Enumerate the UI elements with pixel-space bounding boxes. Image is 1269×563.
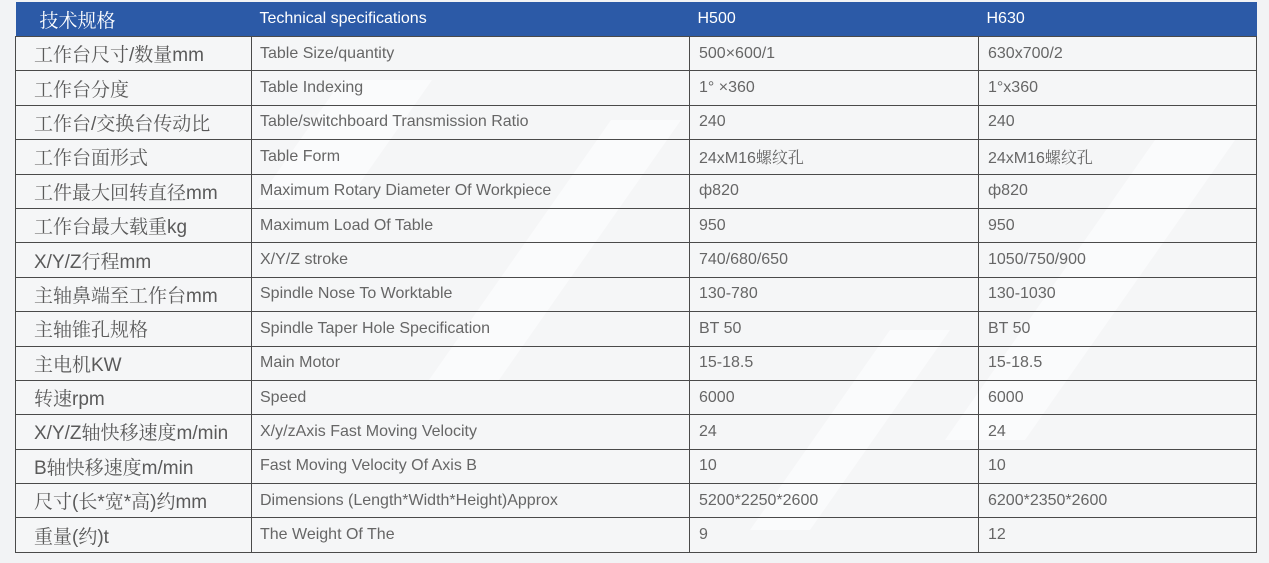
table-row	[16, 415, 1257, 449]
spec-table-body	[16, 37, 1257, 553]
spec-name-en: Fast Moving Velocity Of Axis B	[252, 449, 690, 483]
spec-name-en: Table Size/quantity	[252, 37, 690, 71]
table-row	[16, 518, 1257, 552]
spec-name-en: The Weight Of The	[252, 518, 690, 552]
spec-name-zh: 重量(约)t	[16, 518, 252, 552]
table-row	[16, 243, 1257, 277]
value-h500: ф820	[690, 174, 979, 208]
value-h500: 740/680/650	[690, 243, 979, 277]
spec-name-zh: 主轴鼻端至工作台mm	[16, 277, 252, 311]
table-row	[16, 37, 1257, 71]
value-h630: 1°x360	[979, 71, 1257, 105]
spec-name-zh: 主轴锥孔规格	[16, 312, 252, 346]
table-row	[16, 484, 1257, 518]
value-h500: 5200*2250*2600	[690, 484, 979, 518]
value-h500: 240	[690, 105, 979, 139]
spec-name-zh: 工作台/交换台传动比	[16, 105, 252, 139]
spec-name-zh: 工作台最大载重kg	[16, 208, 252, 242]
table-row	[16, 346, 1257, 380]
value-h500: 6000	[690, 380, 979, 414]
table-row	[16, 277, 1257, 311]
spec-name-zh: 转速rpm	[16, 380, 252, 414]
table-row	[16, 71, 1257, 105]
header-zh: 技术规格	[16, 2, 252, 37]
spec-name-zh: 工件最大回转直径mm	[16, 174, 252, 208]
spec-name-en: Table/switchboard Transmission Ratio	[252, 105, 690, 139]
spec-name-zh: 尺寸(长*宽*高)约mm	[16, 484, 252, 518]
spec-name-zh: 主电机KW	[16, 346, 252, 380]
header-en: Technical specifications	[252, 2, 690, 37]
spec-name-en: Spindle Nose To Worktable	[252, 277, 690, 311]
table-row	[16, 449, 1257, 483]
value-h500: 1° ×360	[690, 71, 979, 105]
table-row	[16, 174, 1257, 208]
spec-table	[15, 2, 1257, 553]
table-row	[16, 105, 1257, 139]
value-h500: 10	[690, 449, 979, 483]
spec-name-en: X/Y/Z stroke	[252, 243, 690, 277]
value-h500: 950	[690, 208, 979, 242]
value-h500: 130-780	[690, 277, 979, 311]
spec-name-zh: X/Y/Z行程mm	[16, 243, 252, 277]
header-model-h500: H500	[690, 2, 979, 37]
value-h630: 10	[979, 449, 1257, 483]
table-row	[16, 140, 1257, 174]
value-h500: 500×600/1	[690, 37, 979, 71]
value-h630: 6000	[979, 380, 1257, 414]
header-model-h630: H630	[979, 2, 1257, 37]
spec-name-en: X/y/zAxis Fast Moving Velocity	[252, 415, 690, 449]
value-h630: 630x700/2	[979, 37, 1257, 71]
spec-name-en: Speed	[252, 380, 690, 414]
value-h630: ф820	[979, 174, 1257, 208]
header-row	[16, 2, 1257, 37]
value-h630: 1050/750/900	[979, 243, 1257, 277]
spec-name-en: Maximum Load Of Table	[252, 208, 690, 242]
value-h630: 15-18.5	[979, 346, 1257, 380]
value-h500: BT 50	[690, 312, 979, 346]
spec-name-en: Main Motor	[252, 346, 690, 380]
value-h630: 6200*2350*2600	[979, 484, 1257, 518]
value-h630: 130-1030	[979, 277, 1257, 311]
value-h630: 12	[979, 518, 1257, 552]
value-h500: 9	[690, 518, 979, 552]
table-row	[16, 208, 1257, 242]
spec-name-en: Table Form	[252, 140, 690, 174]
spec-name-en: Table Indexing	[252, 71, 690, 105]
value-h630: 24xM16螺纹孔	[979, 140, 1257, 174]
spec-table-header	[16, 2, 1257, 37]
value-h500: 24	[690, 415, 979, 449]
value-h630: BT 50	[979, 312, 1257, 346]
spec-name-zh: X/Y/Z轴快移速度m/min	[16, 415, 252, 449]
table-row	[16, 312, 1257, 346]
spec-name-zh: 工作台面形式	[16, 140, 252, 174]
value-h500: 15-18.5	[690, 346, 979, 380]
value-h630: 950	[979, 208, 1257, 242]
value-h630: 240	[979, 105, 1257, 139]
spec-name-zh: B轴快移速度m/min	[16, 449, 252, 483]
spec-name-zh: 工作台分度	[16, 71, 252, 105]
spec-name-en: Maximum Rotary Diameter Of Workpiece	[252, 174, 690, 208]
value-h630: 24	[979, 415, 1257, 449]
value-h500: 24xM16螺纹孔	[690, 140, 979, 174]
spec-name-en: Spindle Taper Hole Specification	[252, 312, 690, 346]
spec-name-en: Dimensions (Length*Width*Height)Approx	[252, 484, 690, 518]
table-row	[16, 380, 1257, 414]
spec-name-zh: 工作台尺寸/数量mm	[16, 37, 252, 71]
